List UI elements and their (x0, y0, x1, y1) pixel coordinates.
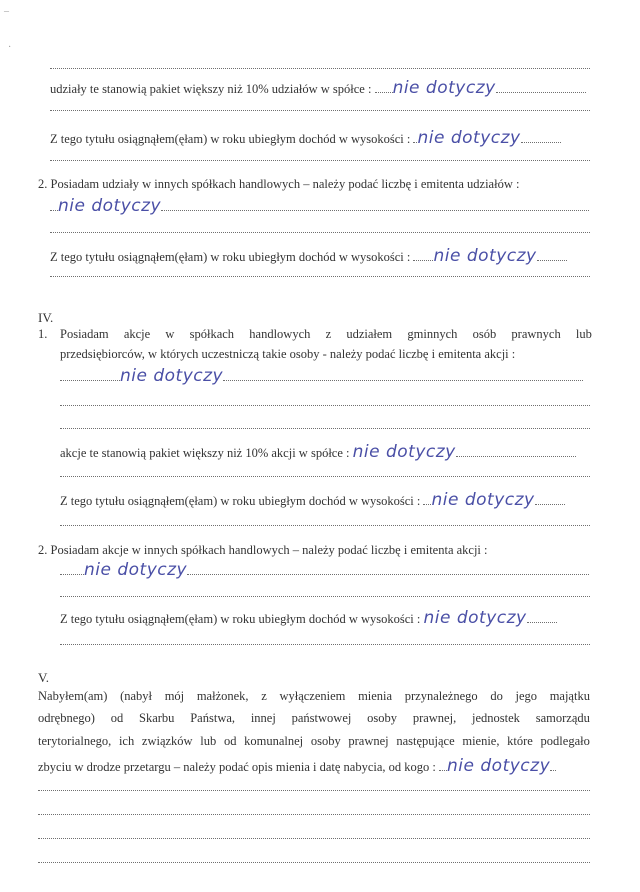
dotted-line (60, 525, 590, 526)
dotted-line (50, 110, 590, 111)
word: mienie, (462, 734, 500, 748)
dotted-line (60, 476, 590, 477)
sec3-shares-percent-text: udziały te stanowią pakiet większy niż 10% udziałów w spółce : (50, 82, 375, 96)
sec4-other-shares-line (38, 542, 598, 558)
word: państwowej (291, 711, 352, 725)
dotted-line (38, 838, 590, 839)
sec5-line4-text: zbyciu w drodze przetargu – należy podać opis mienia i datę nabycia, od kogo : (38, 760, 440, 774)
word: od (223, 734, 237, 748)
word: udziałem (346, 327, 393, 341)
dotted-line (60, 596, 590, 597)
word: przynależnego (404, 689, 478, 703)
word: które (507, 734, 533, 748)
word: jego (515, 689, 538, 703)
word: terytorialnego, (38, 734, 112, 748)
sec4-p1-number: 1. (38, 327, 48, 341)
sec3-other-shares-line (38, 176, 598, 192)
word: gminnych (407, 327, 458, 341)
word: osoby (367, 711, 398, 725)
sec3-income-handwriting-1: nie dotyczy (417, 130, 521, 147)
word: jednostek (472, 711, 520, 725)
word: Skarbu (139, 711, 175, 725)
word: podlegało (540, 734, 590, 748)
sec5-line4 (38, 758, 598, 775)
word: Posiadam (60, 327, 109, 341)
sec4-other-shares-text: 2. Posiadam akcje w innych spółkach handlowych – należy podać liczbę i emitenta akcji : (38, 543, 488, 557)
sec3-income-text-2: Z tego tytułu osiągnąłem(ęłam) w roku ubiegłym dochód w wysokości : (50, 250, 414, 264)
word: małżonek, (196, 689, 249, 703)
word: akcje (123, 327, 151, 341)
scan-mark: – (4, 6, 9, 17)
word: odrębnego) (38, 711, 95, 725)
word: z (325, 327, 332, 341)
dotted-line (38, 814, 590, 815)
dotted-line (50, 276, 590, 277)
dotted-line (50, 232, 590, 233)
sec3-other-shares-text: 2. Posiadam udziały w innych spółkach handlowych – należy podać liczbę i emitenta udziałów : (38, 177, 520, 191)
sec4-income-handwriting-1: nie dotyczy (431, 492, 535, 509)
sec3-other-shares-answer-line (50, 198, 590, 215)
word: prawnej, (412, 711, 457, 725)
word: innej (250, 711, 276, 725)
word: w (165, 327, 175, 341)
sec4-income-handwriting-2: nie dotyczy (423, 610, 527, 627)
sec4-other-shares-handwriting: nie dotyczy (84, 562, 188, 579)
sec4-p1-handwriting: nie dotyczy (120, 368, 224, 385)
word: Nabyłem(am) (38, 689, 108, 703)
word: do (490, 689, 503, 703)
dotted-line (50, 160, 590, 161)
sec4-income-text-2: Z tego tytułu osiągnąłem(ęłam) w roku ubiegłym dochód w wysokości : (60, 612, 424, 626)
dotted-line (38, 862, 590, 863)
word: prawnej (348, 734, 389, 748)
sec5-line1 (38, 688, 590, 704)
sec3-income-line-2 (50, 248, 595, 265)
sec4-income-line-1 (60, 492, 595, 509)
sec5-handwriting: nie dotyczy (447, 758, 551, 775)
sec4-income-text-1: Z tego tytułu osiągnąłem(ęłam) w roku ubiegłym dochód w wysokości : (60, 494, 424, 508)
word: związków (141, 734, 193, 748)
word: osoby (310, 734, 341, 748)
sec5-line3 (38, 733, 590, 749)
word: majątku (549, 689, 590, 703)
sec3-shares-percent-handwriting: nie dotyczy (392, 80, 496, 97)
word: od (110, 711, 124, 725)
word: samorządu (535, 711, 590, 725)
word: następujące (396, 734, 455, 748)
sec3-income-handwriting-2: nie dotyczy (433, 248, 537, 265)
sec4-p1-line1 (60, 326, 592, 342)
dotted-line (60, 644, 590, 645)
word: wyłączeniem (279, 689, 346, 703)
sec4-p1-line2: przedsiębiorców, w których uczestniczą takie osoby - należy podać liczbę i emitenta akcji : (60, 347, 516, 361)
word: prawnych (511, 327, 561, 341)
word: lub (575, 327, 592, 341)
sec4-shares-percent-line (60, 444, 590, 461)
sec4-shares-percent-text: akcje te stanowią pakiet większy niż 10% akcji w spółce : (60, 446, 353, 460)
word: spółkach (189, 327, 235, 341)
word: Państwa, (190, 711, 236, 725)
dotted-line (50, 68, 590, 69)
sec3-income-text-1: Z tego tytułu osiągnąłem(ęłam) w roku ubiegłym dochód w wysokości : (50, 132, 414, 146)
dotted-line (60, 428, 590, 429)
word: osób (472, 327, 497, 341)
sec3-income-line-1 (50, 130, 590, 147)
dotted-line (60, 405, 590, 406)
scan-mark: · (8, 42, 12, 53)
word: (nabył (120, 689, 153, 703)
sec4-income-line-2 (60, 610, 595, 627)
word: komunalnej (244, 734, 304, 748)
sec5-line2 (38, 710, 590, 726)
dotted-line (38, 790, 590, 791)
section-v-heading: V. (38, 670, 49, 685)
word: lub (200, 734, 217, 748)
sec4-shares-percent-handwriting: nie dotyczy (352, 444, 456, 461)
sec3-other-shares-handwriting: nie dotyczy (58, 198, 162, 215)
sec4-p1-answer-line (60, 368, 590, 385)
word: mój (164, 689, 185, 703)
sec3-shares-percent-line (50, 80, 590, 97)
section-iv-heading: IV. (38, 310, 54, 325)
word: z (261, 689, 267, 703)
word: mienia (358, 689, 393, 703)
sec4-other-shares-answer-line (60, 562, 590, 579)
word: ich (118, 734, 135, 748)
word: handlowych (249, 327, 311, 341)
